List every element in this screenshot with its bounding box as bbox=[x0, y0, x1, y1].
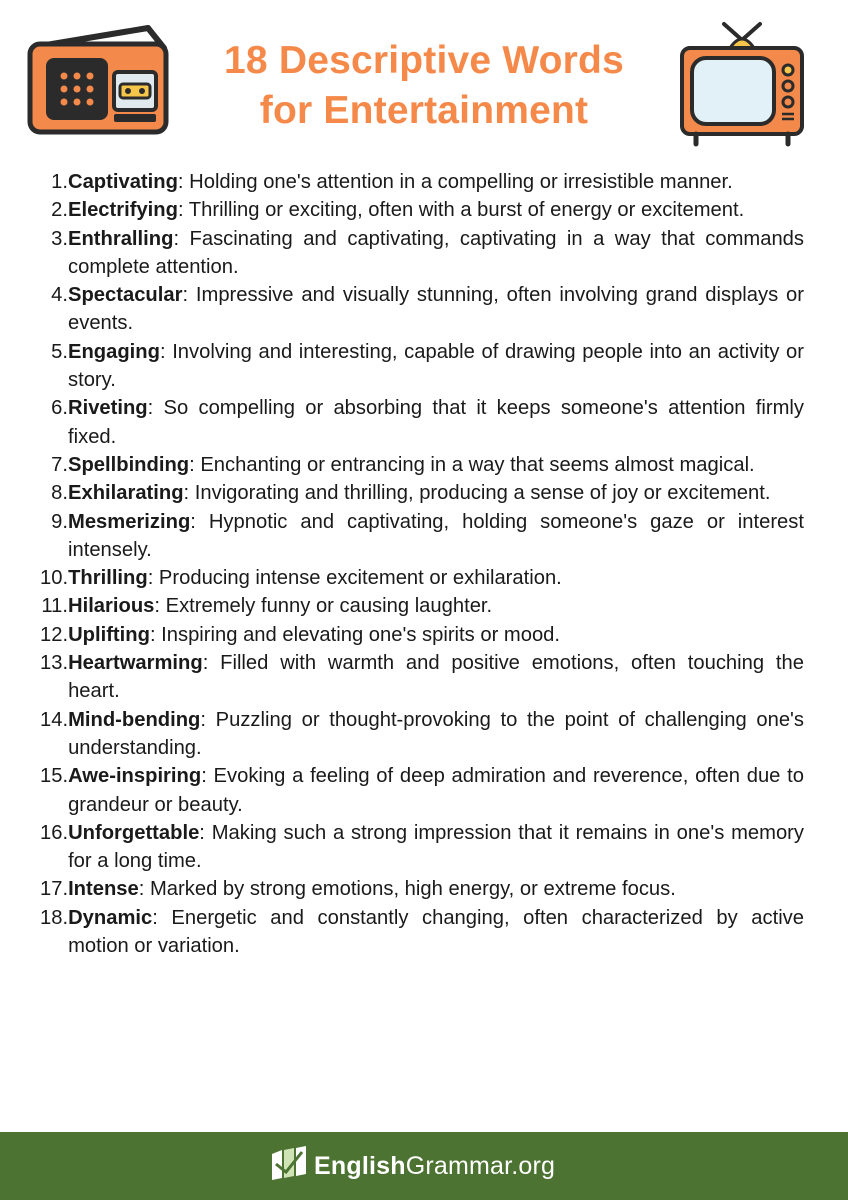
item-number: 16. bbox=[40, 821, 69, 844]
item-definition: : Evoking a feeling of deep admiration and reverence, often due to grandeur or beauty. bbox=[68, 765, 804, 816]
footer-bar bbox=[0, 1132, 848, 1200]
item-definition: : So compelling or absorbing that it keeps someone's attention firmly fixed. bbox=[68, 397, 804, 448]
item-definition: : Fascinating and captivating, captivating in a way that commands complete attention. bbox=[68, 227, 804, 278]
title-line-2: for Entertainment bbox=[259, 89, 589, 132]
item-definition: : Enchanting or entrancing in a way that seems almost magical. bbox=[189, 453, 755, 476]
list-item bbox=[40, 592, 804, 620]
item-term: Hilarious bbox=[68, 595, 155, 618]
item-number: 7. bbox=[51, 453, 68, 476]
item-term: Heartwarming bbox=[68, 652, 203, 675]
item-definition: : Extremely funny or causing laughter. bbox=[154, 595, 493, 618]
radio-icon bbox=[26, 24, 172, 141]
item-term: Electrifying bbox=[68, 199, 178, 222]
item-term: Spellbinding bbox=[68, 453, 190, 476]
item-term: Dynamic bbox=[68, 906, 153, 929]
word-list bbox=[40, 168, 804, 960]
item-term: Exhilarating bbox=[68, 482, 184, 505]
list-item bbox=[40, 281, 804, 338]
list-item bbox=[40, 621, 804, 649]
list-item bbox=[40, 564, 804, 592]
item-term: Awe-inspiring bbox=[68, 765, 202, 788]
item-number: 15. bbox=[40, 765, 69, 788]
list-item bbox=[40, 394, 804, 451]
item-definition: : Filled with warmth and positive emotions, often touching the heart. bbox=[68, 652, 804, 703]
item-definition: : Energetic and constantly changing, often characterized by active motion or variation. bbox=[68, 906, 804, 958]
item-number: 4. bbox=[51, 284, 68, 307]
item-term: Enthralling bbox=[68, 227, 174, 250]
list-item bbox=[40, 508, 804, 565]
television-icon bbox=[676, 20, 808, 153]
item-definition: : Puzzling or thought-provoking to the point of challenging one's understanding. bbox=[68, 708, 804, 759]
list-item bbox=[40, 904, 804, 961]
page-title bbox=[170, 36, 678, 136]
item-number: 6. bbox=[51, 397, 68, 420]
logo-text: EnglishGrammar.org bbox=[314, 1151, 556, 1180]
item-number: 17. bbox=[40, 878, 69, 901]
item-definition: : Hypnotic and captivating, holding someone's gaze or interest intensely. bbox=[68, 510, 804, 561]
item-number: 11. bbox=[41, 595, 68, 618]
item-definition: : Thrilling or exciting, often with a burst of energy or excitement. bbox=[177, 199, 745, 222]
list-item bbox=[40, 338, 804, 395]
item-definition: : Marked by strong emotions, high energy, or extreme focus. bbox=[138, 878, 676, 901]
list-item bbox=[40, 649, 804, 706]
item-definition: : Holding one's attention in a compelling or irresistible manner. bbox=[177, 171, 733, 193]
item-number: 1. bbox=[51, 171, 68, 193]
book-logo-icon bbox=[268, 1144, 308, 1189]
title-line-1: 18 Descriptive Words bbox=[224, 39, 624, 82]
list-item bbox=[40, 875, 804, 903]
item-term: Intense bbox=[68, 878, 139, 901]
list-item bbox=[40, 479, 804, 507]
item-number: 12. bbox=[40, 623, 69, 646]
item-number: 18. bbox=[40, 906, 69, 929]
list-item bbox=[40, 225, 804, 282]
item-number: 13. bbox=[40, 652, 69, 675]
item-number: 8. bbox=[51, 482, 68, 505]
item-definition: : Producing intense excitement or exhilaration. bbox=[147, 567, 562, 590]
item-term: Mesmerizing bbox=[68, 510, 191, 533]
list-item bbox=[40, 451, 804, 479]
item-number: 5. bbox=[51, 340, 68, 363]
item-definition: : Making such a strong impression that it remains in one's memory for a long time. bbox=[68, 821, 804, 873]
item-term: Unforgettable bbox=[68, 821, 200, 844]
list-item bbox=[40, 168, 804, 196]
item-number: 3. bbox=[51, 227, 68, 250]
list-item bbox=[40, 762, 804, 819]
item-definition: : Involving and interesting, capable of drawing people into an activity or story. bbox=[68, 340, 804, 392]
item-term: Riveting bbox=[68, 397, 148, 420]
list-item bbox=[40, 196, 804, 224]
site-logo[interactable] bbox=[268, 1146, 555, 1186]
list-item bbox=[40, 706, 804, 763]
item-term: Spectacular bbox=[68, 284, 183, 307]
item-number: 10. bbox=[40, 567, 69, 590]
item-term: Uplifting bbox=[68, 623, 150, 646]
item-number: 9. bbox=[51, 510, 68, 533]
list-item bbox=[40, 819, 804, 876]
item-term: Thrilling bbox=[68, 567, 148, 590]
item-term: Engaging bbox=[68, 340, 160, 363]
item-term: Captivating bbox=[68, 171, 178, 193]
item-term: Mind-bending bbox=[68, 708, 201, 731]
item-number: 14. bbox=[40, 708, 69, 731]
item-definition: : Inspiring and elevating one's spirits or mood. bbox=[149, 623, 561, 646]
item-number: 2. bbox=[51, 199, 68, 222]
item-definition: : Invigorating and thrilling, producing a sense of joy or excitement. bbox=[183, 482, 771, 505]
item-definition: : Impressive and visually stunning, often involving grand displays or events. bbox=[68, 284, 804, 335]
